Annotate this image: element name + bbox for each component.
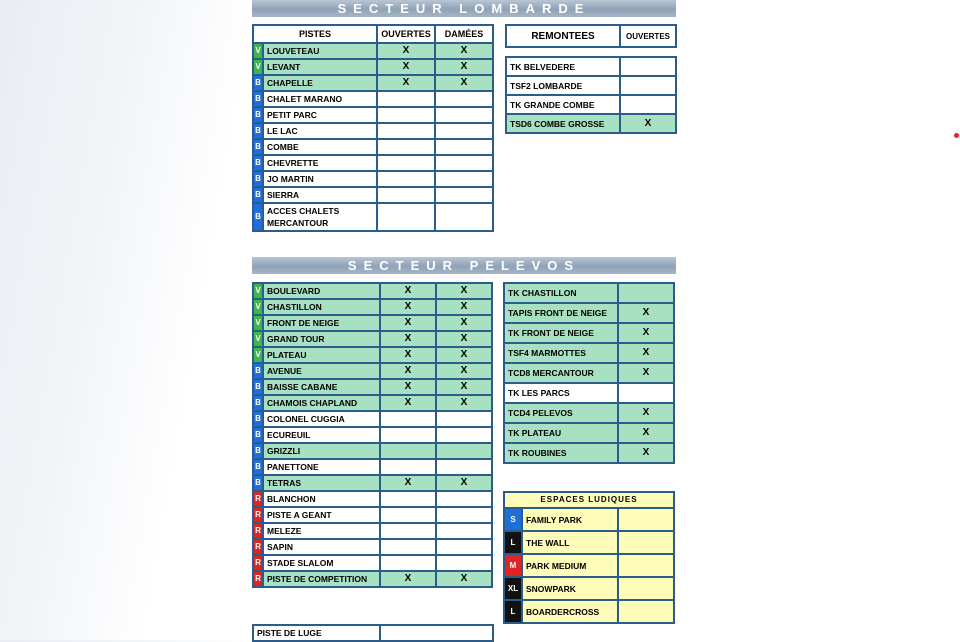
remontee-row [506, 114, 676, 133]
remontee-name: TK PLATEAU [504, 423, 618, 443]
luge-table [252, 624, 494, 642]
piste-groomed [436, 459, 492, 475]
piste-groomed: X [436, 475, 492, 491]
piste-row [253, 443, 492, 459]
remontee-open: X [618, 303, 674, 323]
piste-open: X [377, 43, 435, 59]
espace-name: THE WALL [522, 531, 618, 554]
pelevos-remontees-table [503, 282, 675, 464]
piste-groomed [435, 91, 493, 107]
remontee-name: TCD4 PELEVOS [504, 403, 618, 423]
piste-groomed [435, 203, 493, 231]
piste-groomed: X [436, 379, 492, 395]
piste-groomed [436, 443, 492, 459]
piste-open: X [380, 283, 436, 299]
piste-row [253, 315, 492, 331]
espace-level-badge: L [504, 531, 522, 554]
piste-name: SAPIN [263, 539, 380, 555]
piste-groomed [435, 171, 493, 187]
remontee-open [620, 57, 676, 76]
remontee-open: X [618, 363, 674, 383]
piste-name: CHAPELLE [263, 75, 377, 91]
piste-groomed: X [436, 315, 492, 331]
red-dot-marker [954, 133, 959, 138]
piste-open: X [380, 299, 436, 315]
remontee-row [506, 57, 676, 76]
remontee-row [506, 76, 676, 95]
piste-name: PETIT PARC [263, 107, 377, 123]
remontee-row [504, 323, 674, 343]
piste-name: BAISSE CABANE [263, 379, 380, 395]
piste-open: X [380, 331, 436, 347]
piste-open [380, 411, 436, 427]
remontee-open [618, 283, 674, 303]
piste-groomed [436, 555, 492, 571]
remontee-open [618, 383, 674, 403]
piste-groomed [435, 107, 493, 123]
piste-groomed: X [436, 347, 492, 363]
difficulty-badge: R [253, 555, 263, 571]
piste-row [253, 43, 493, 59]
piste-row [253, 107, 493, 123]
piste-row [253, 363, 492, 379]
difficulty-badge: B [253, 427, 263, 443]
espaces-ludiques-header: ESPACES LUDIQUES [504, 492, 674, 508]
secteur-lombarde-banner: SECTEUR LOMBARDE [252, 0, 676, 17]
difficulty-badge: B [253, 379, 263, 395]
piste-name: MELEZE [263, 523, 380, 539]
piste-open [380, 507, 436, 523]
piste-open [377, 155, 435, 171]
piste-row [253, 475, 492, 491]
piste-row [253, 411, 492, 427]
remontee-name: TSF2 LOMBARDE [506, 76, 620, 95]
difficulty-badge: B [253, 459, 263, 475]
espace-level-badge: M [504, 554, 522, 577]
difficulty-badge: B [253, 363, 263, 379]
piste-groomed: X [436, 299, 492, 315]
piste-name: PISTE A GEANT [263, 507, 380, 523]
piste-row [253, 395, 492, 411]
espace-open [618, 554, 674, 577]
piste-name: FRONT DE NEIGE [263, 315, 380, 331]
espace-row [504, 508, 674, 531]
pistes-header: PISTES [253, 25, 377, 43]
piste-row [253, 187, 493, 203]
piste-groomed: X [436, 363, 492, 379]
piste-name: SIERRA [263, 187, 377, 203]
piste-row [253, 299, 492, 315]
remontee-open [620, 76, 676, 95]
remontee-row [504, 303, 674, 323]
piste-open: X [380, 347, 436, 363]
piste-groomed [436, 411, 492, 427]
difficulty-badge: B [253, 155, 263, 171]
piste-open [377, 203, 435, 231]
piste-groomed: X [436, 395, 492, 411]
difficulty-badge: V [253, 283, 263, 299]
remontee-name: TK BELVEDERE [506, 57, 620, 76]
piste-open: X [377, 75, 435, 91]
piste-name: ACCES CHALETS MERCANTOUR [263, 203, 377, 231]
piste-open: X [377, 59, 435, 75]
remontees-header: REMONTEES [506, 25, 620, 47]
difficulty-badge: B [253, 475, 263, 491]
espace-row [504, 577, 674, 600]
piste-row [253, 539, 492, 555]
piste-name: LE LAC [263, 123, 377, 139]
piste-groomed [436, 427, 492, 443]
piste-row [253, 59, 493, 75]
remontee-open: X [618, 423, 674, 443]
piste-row [253, 91, 493, 107]
piste-groomed [435, 155, 493, 171]
piste-groomed: X [435, 75, 493, 91]
espace-row [504, 600, 674, 623]
piste-groomed [436, 523, 492, 539]
difficulty-badge: B [253, 91, 263, 107]
remontee-open: X [618, 443, 674, 463]
difficulty-badge: B [253, 171, 263, 187]
piste-row [253, 571, 492, 587]
piste-row [253, 459, 492, 475]
remontee-open: X [618, 323, 674, 343]
piste-open: X [380, 363, 436, 379]
remontee-open [620, 95, 676, 114]
piste-row [253, 555, 492, 571]
lombarde-remontees-table [505, 56, 677, 134]
difficulty-badge: R [253, 507, 263, 523]
piste-name: ECUREUIL [263, 427, 380, 443]
piste-name: PISTE DE COMPETITION [263, 571, 380, 587]
remontee-row [504, 363, 674, 383]
piste-name: PLATEAU [263, 347, 380, 363]
piste-name: BLANCHON [263, 491, 380, 507]
difficulty-badge: B [253, 139, 263, 155]
lombarde-remontees-header-table [505, 24, 677, 48]
remontee-name: TK CHASTILLON [504, 283, 618, 303]
difficulty-badge: V [253, 43, 263, 59]
piste-row [253, 491, 492, 507]
difficulty-badge: R [253, 539, 263, 555]
piste-open [380, 427, 436, 443]
piste-open [377, 171, 435, 187]
piste-open [377, 139, 435, 155]
piste-name: PANETTONE [263, 459, 380, 475]
remontee-row [506, 95, 676, 114]
remontee-name: TSD6 COMBE GROSSE [506, 114, 620, 133]
piste-groomed [435, 123, 493, 139]
espace-name: PARK MEDIUM [522, 554, 618, 577]
remontee-open: X [618, 403, 674, 423]
remontee-row [504, 403, 674, 423]
espace-open [618, 577, 674, 600]
espace-name: FAMILY PARK [522, 508, 618, 531]
piste-name: LOUVETEAU [263, 43, 377, 59]
piste-row [253, 139, 493, 155]
difficulty-badge: V [253, 59, 263, 75]
piste-open [380, 539, 436, 555]
luge-label: PISTE DE LUGE [253, 625, 380, 641]
piste-name: STADE SLALOM [263, 555, 380, 571]
piste-name: GRAND TOUR [263, 331, 380, 347]
difficulty-badge: B [253, 443, 263, 459]
remontee-name: TSF4 MARMOTTES [504, 343, 618, 363]
difficulty-badge: B [253, 123, 263, 139]
espace-open [618, 600, 674, 623]
piste-groomed [436, 491, 492, 507]
piste-open [380, 555, 436, 571]
piste-name: LEVANT [263, 59, 377, 75]
difficulty-badge: B [253, 203, 263, 231]
piste-groomed: X [435, 43, 493, 59]
piste-row [253, 523, 492, 539]
remontee-open: X [620, 114, 676, 133]
ouvertes-header: OUVERTES [377, 25, 435, 43]
remontee-open: X [618, 343, 674, 363]
piste-groomed [435, 187, 493, 203]
difficulty-badge: B [253, 187, 263, 203]
remontee-row [504, 443, 674, 463]
espace-level-badge: XL [504, 577, 522, 600]
remontee-row [504, 283, 674, 303]
piste-row [253, 283, 492, 299]
piste-groomed [436, 539, 492, 555]
piste-name: GRIZZLI [263, 443, 380, 459]
espace-row [504, 531, 674, 554]
piste-name: CHALET MARANO [263, 91, 377, 107]
remontee-row [504, 383, 674, 403]
piste-open [377, 107, 435, 123]
piste-name: JO MARTIN [263, 171, 377, 187]
difficulty-badge: V [253, 315, 263, 331]
piste-open: X [380, 395, 436, 411]
difficulty-badge: B [253, 411, 263, 427]
difficulty-badge: R [253, 571, 263, 587]
espace-open [618, 508, 674, 531]
espaces-ludiques-table [503, 491, 675, 624]
secteur-pelevos-banner: SECTEUR PELEVOS [252, 257, 676, 274]
espace-open [618, 531, 674, 554]
piste-name: BOULEVARD [263, 283, 380, 299]
piste-row [253, 203, 493, 231]
espace-level-badge: S [504, 508, 522, 531]
lombarde-pistes-table [252, 24, 494, 232]
piste-name: TETRAS [263, 475, 380, 491]
piste-groomed: X [436, 331, 492, 347]
piste-groomed [436, 507, 492, 523]
piste-row [253, 123, 493, 139]
piste-open [377, 187, 435, 203]
difficulty-badge: R [253, 523, 263, 539]
piste-open [380, 443, 436, 459]
piste-open [380, 491, 436, 507]
piste-groomed: X [436, 571, 492, 587]
remontee-name: TAPIS FRONT DE NEIGE [504, 303, 618, 323]
espace-row [504, 554, 674, 577]
piste-name: AVENUE [263, 363, 380, 379]
difficulty-badge: B [253, 395, 263, 411]
piste-row [253, 171, 493, 187]
piste-name: CHASTILLON [263, 299, 380, 315]
espace-name: BOARDERCROSS [522, 600, 618, 623]
difficulty-badge: V [253, 347, 263, 363]
piste-row [253, 347, 492, 363]
piste-groomed [435, 139, 493, 155]
piste-row [253, 507, 492, 523]
piste-open: X [380, 571, 436, 587]
piste-name: CHAMOIS CHAPLAND [263, 395, 380, 411]
difficulty-badge: V [253, 331, 263, 347]
piste-row [253, 331, 492, 347]
difficulty-badge: B [253, 75, 263, 91]
espace-name: SNOWPARK [522, 577, 618, 600]
difficulty-badge: V [253, 299, 263, 315]
espace-level-badge: L [504, 600, 522, 623]
difficulty-badge: B [253, 107, 263, 123]
piste-row [253, 155, 493, 171]
piste-open [377, 91, 435, 107]
remontees-ouvertes-header: OUVERTES [620, 25, 676, 47]
piste-open [380, 523, 436, 539]
piste-row [253, 427, 492, 443]
remontee-name: TK LES PARCS [504, 383, 618, 403]
piste-name: COMBE [263, 139, 377, 155]
remontee-name: TK ROUBINES [504, 443, 618, 463]
piste-groomed: X [436, 283, 492, 299]
piste-open: X [380, 315, 436, 331]
remontee-row [504, 343, 674, 363]
pelevos-pistes-table [252, 282, 493, 588]
piste-open: X [380, 379, 436, 395]
difficulty-badge: R [253, 491, 263, 507]
piste-row [253, 75, 493, 91]
luge-open [380, 625, 493, 641]
remontee-name: TK GRANDE COMBE [506, 95, 620, 114]
piste-groomed: X [435, 59, 493, 75]
piste-open: X [380, 475, 436, 491]
piste-name: COLONEL CUGGIA [263, 411, 380, 427]
piste-row [253, 379, 492, 395]
remontee-name: TCD8 MERCANTOUR [504, 363, 618, 383]
piste-open [377, 123, 435, 139]
remontee-name: TK FRONT DE NEIGE [504, 323, 618, 343]
piste-name: CHEVRETTE [263, 155, 377, 171]
piste-open [380, 459, 436, 475]
remontee-row [504, 423, 674, 443]
damees-header: DAMÉES [435, 25, 493, 43]
